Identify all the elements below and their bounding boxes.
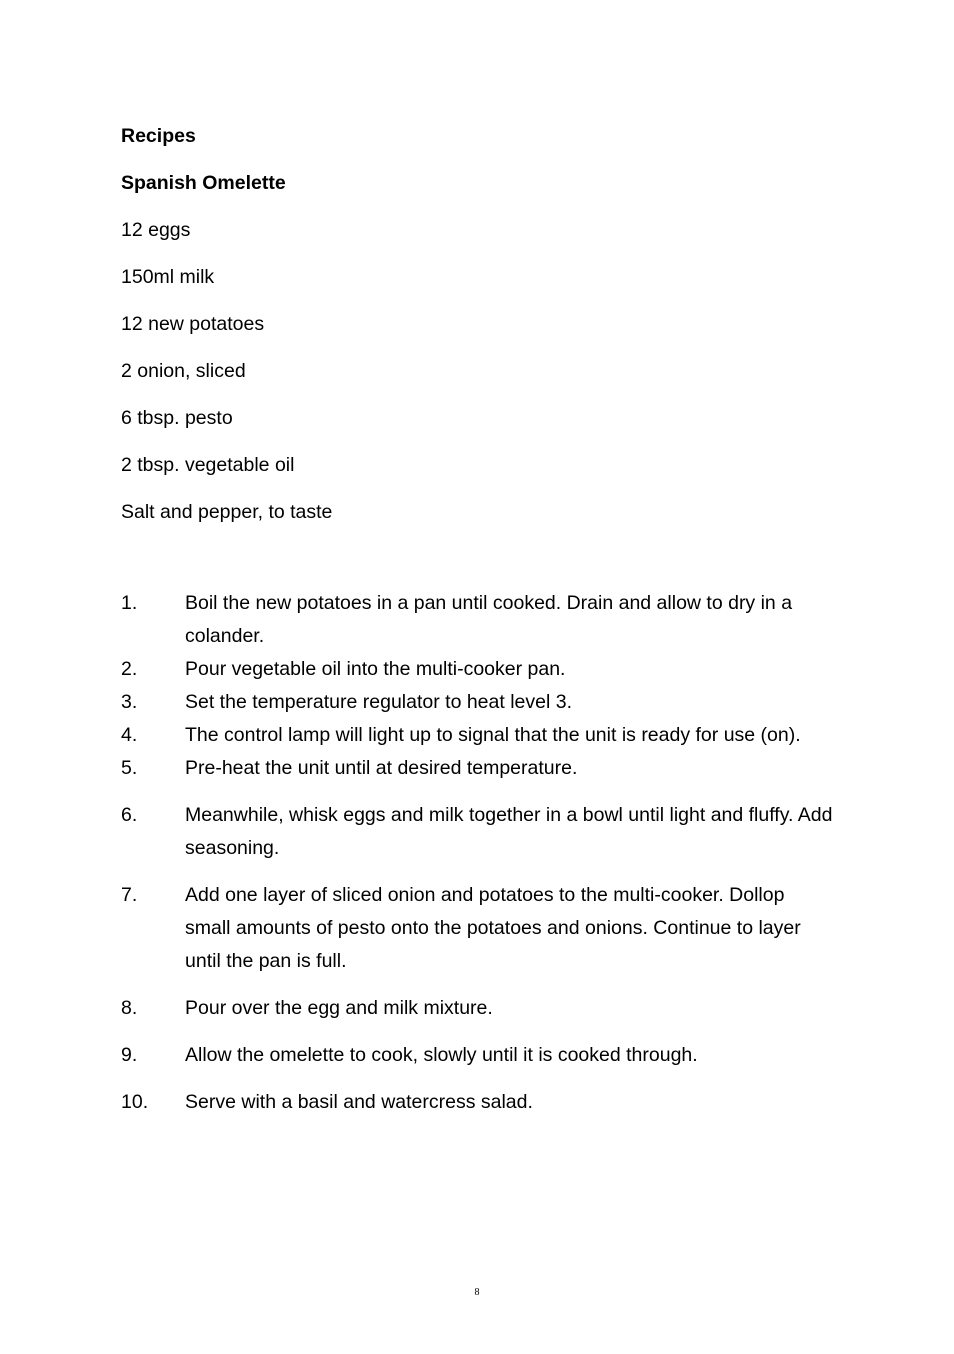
step-text: Allow the omelette to cook, slowly until it is cooked through.	[185, 1044, 698, 1066]
step-item	[121, 752, 833, 785]
ingredient-item: 2 tbsp. vegetable oil	[121, 454, 295, 476]
step-text: Pour over the egg and milk mixture.	[185, 997, 493, 1019]
step-number: 5.	[121, 757, 138, 779]
page-number: 8	[474, 1287, 480, 1298]
recipe-header	[121, 120, 833, 543]
step-number: 2.	[121, 658, 138, 680]
section-title: Recipes	[121, 125, 196, 147]
step-text: Serve with a basil and watercress salad.	[185, 1091, 533, 1113]
step-item	[121, 1039, 833, 1072]
step-text: Boil the new potatoes in a pan until cooked. Drain and allow to dry in a colander.	[185, 592, 793, 647]
ingredient-item: 6 tbsp. pesto	[121, 407, 233, 429]
step-number: 8.	[121, 997, 138, 1019]
step-text: Pour vegetable oil into the multi-cooker pan.	[185, 658, 566, 680]
step-number: 7.	[121, 884, 138, 906]
step-text: Set the temperature regulator to heat level 3.	[185, 691, 572, 713]
step-number: 4.	[121, 724, 138, 746]
ingredient-item: 12 new potatoes	[121, 313, 265, 335]
step-item	[121, 719, 833, 752]
step-number: 1.	[121, 592, 138, 614]
step-item	[121, 879, 833, 978]
ingredient-item: 2 onion, sliced	[121, 360, 246, 382]
step-item	[121, 992, 833, 1025]
method-steps	[121, 587, 833, 1119]
step-number: 9.	[121, 1044, 138, 1066]
step-number: 3.	[121, 691, 138, 713]
ingredient-item: 150ml milk	[121, 266, 215, 288]
step-text: Add one layer of sliced onion and potatoes to the multi-cooker. Dollop small amounts of pesto onto the potatoes and onions. Continue to layer until the pan is full.	[185, 884, 801, 972]
step-number: 10.	[121, 1091, 149, 1113]
step-item	[121, 587, 833, 653]
step-item	[121, 1086, 833, 1119]
step-text: The control lamp will light up to signal that the unit is ready for use (on).	[185, 724, 801, 746]
ingredient-item: Salt and pepper, to taste	[121, 501, 333, 523]
step-item	[121, 686, 833, 719]
step-item	[121, 653, 833, 686]
step-text: Pre-heat the unit until at desired temperature.	[185, 757, 578, 779]
step-number: 6.	[121, 804, 138, 826]
step-item	[121, 799, 833, 865]
recipe-title: Spanish Omelette	[121, 172, 286, 194]
ingredient-item: 12 eggs	[121, 219, 191, 241]
ingredient-list	[121, 214, 833, 529]
step-text: Meanwhile, whisk eggs and milk together in a bowl until light and fluffy. Add seasoning.	[185, 804, 833, 859]
